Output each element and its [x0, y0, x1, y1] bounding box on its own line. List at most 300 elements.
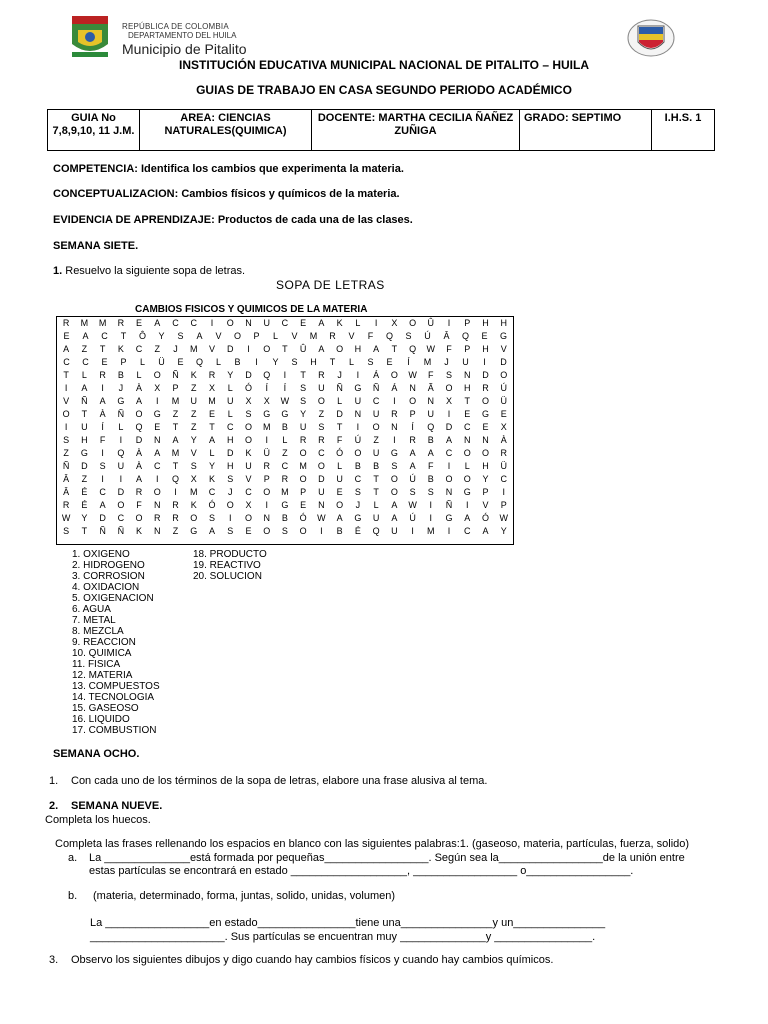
municipality-text: Municipio de Pitalito — [122, 41, 247, 57]
grid-letter: H — [226, 435, 234, 445]
grid-letter: Ã — [427, 383, 434, 393]
grid-letter: O — [299, 448, 307, 458]
grid-letter: I — [502, 487, 505, 497]
grid-letter: N — [245, 318, 252, 328]
grid-letter: M — [208, 396, 216, 406]
grid-letter: E — [245, 526, 252, 536]
exercise-b-words: (materia, determinado, forma, juntas, solido, unidas, volumen) — [93, 890, 396, 902]
grid-row — [57, 382, 513, 395]
grid-letter: R — [500, 448, 507, 458]
grid-letter: C — [82, 357, 89, 367]
grid-letter: N — [482, 435, 489, 445]
grid-letter: X — [154, 383, 161, 393]
grid-letter: U — [117, 461, 125, 471]
grid-letter: O — [445, 474, 453, 484]
grid-letter: P — [464, 344, 471, 354]
word-list-item: 18. PRODUCTO — [193, 549, 267, 560]
grid-letter: A — [136, 396, 143, 406]
grid-letter: O — [482, 448, 490, 458]
info-table — [47, 109, 715, 151]
grid-letter: U — [245, 461, 252, 471]
grid-letter: S — [227, 526, 234, 536]
grid-letter: Y — [272, 357, 279, 367]
exercise-a-line2: estas partículas se encontrará en estado ___________________, _________________ o_________________. — [89, 865, 634, 877]
grid-letter: O — [390, 487, 398, 497]
grid-letter: R — [409, 435, 416, 445]
grid-letter: U — [372, 448, 380, 458]
word-list-item: 5. OXIGENACION — [72, 593, 154, 604]
grid-letter: D — [135, 435, 143, 445]
grid-row — [57, 369, 513, 382]
grid-row — [57, 473, 513, 486]
grid-letter: O — [62, 409, 70, 419]
grid-letter: S — [281, 526, 288, 536]
grid-letter: À — [136, 448, 143, 458]
grid-letter: L — [227, 383, 233, 393]
grid-letter: B — [373, 461, 380, 471]
grid-letter: U — [81, 422, 88, 432]
grid-letter: F — [99, 435, 106, 445]
grid-letter: H — [81, 435, 88, 445]
grid-letter: A — [409, 461, 416, 471]
grid-letter: Â — [63, 487, 70, 497]
completa-huecos-text: Completa los huecos. — [45, 814, 151, 826]
grid-letter: Z — [81, 344, 88, 354]
grid-letter: Y — [81, 513, 88, 523]
semana-siete-heading: SEMANA SIETE. — [53, 240, 139, 252]
grid-letter: I — [393, 396, 396, 406]
grid-letter: A — [318, 344, 325, 354]
grid-letter: H — [500, 318, 507, 328]
grid-letter: Ó — [482, 513, 490, 523]
grid-letter: I — [283, 370, 287, 380]
grid-letter: O — [372, 422, 380, 432]
grid-letter: E — [482, 422, 489, 432]
grid-letter: Y — [500, 526, 507, 536]
grid-letter: N — [154, 526, 161, 536]
grid-letter: N — [445, 487, 453, 497]
grid-letter: T — [63, 370, 69, 380]
question-1 — [53, 265, 245, 277]
institution-shield-icon — [626, 18, 676, 58]
grid-letter: D — [445, 422, 453, 432]
grid-letter: N — [427, 396, 435, 406]
republic-text: REPÚBLICA DE COLOMBIA — [122, 22, 229, 31]
grid-letter: I — [265, 500, 268, 510]
grid-letter: R — [208, 370, 216, 380]
conceptualizacion-text: CONCEPTUALIZACION: Cambios físicos y químicos de la materia. — [53, 188, 400, 200]
grid-letter: T — [336, 422, 343, 432]
grid-letter: N — [154, 435, 161, 445]
grid-letter: V — [482, 500, 489, 510]
grid-row — [57, 317, 513, 330]
grid-letter: N — [391, 422, 398, 432]
grid-letter: F — [336, 435, 343, 445]
grid-letter: X — [500, 422, 507, 432]
grid-letter: S — [367, 357, 374, 367]
evidencia-text: EVIDENCIA DE APRENDIZAJE: Productos de cada una de las clases. — [53, 214, 413, 226]
grid-letter: R — [281, 474, 289, 484]
grid-letter: K — [190, 370, 197, 380]
grid-letter: À — [500, 435, 507, 445]
grid-letter: H — [310, 357, 317, 367]
grid-letter: L — [118, 422, 124, 432]
grid-letter: M — [262, 422, 271, 432]
grid-letter: A — [154, 448, 161, 458]
grid-letter: C — [172, 318, 179, 328]
grid-letter: O — [336, 344, 344, 354]
grid-letter: U — [354, 396, 362, 406]
grid-row — [57, 447, 513, 460]
grid-letter: D — [318, 474, 325, 484]
grid-letter: U — [299, 422, 307, 432]
grid-letter: C — [226, 422, 234, 432]
grid-letter: D — [226, 448, 234, 458]
grid-letter: O — [233, 331, 241, 341]
grid-letter: A — [373, 344, 380, 354]
grid-letter: O — [190, 513, 198, 523]
grid-letter: Q — [427, 422, 435, 432]
grid-letter: V — [291, 331, 298, 341]
docente-cell: DOCENTE: MARTHA CECILIA ÑAÑEZ ZUÑIGA — [312, 110, 520, 151]
item-1 — [49, 775, 488, 787]
area-cell: AREA: CIENCIAS NATURALES(QUIMICA) — [140, 110, 312, 151]
grid-letter: G — [354, 513, 362, 523]
grid-letter: G — [190, 526, 198, 536]
exercise-b-lines — [90, 916, 605, 944]
grid-letter: É — [81, 500, 88, 510]
grid-letter: J — [227, 487, 233, 497]
grid-letter: M — [80, 318, 89, 328]
grid-letter: W — [408, 370, 417, 380]
grid-letter: D — [245, 370, 252, 380]
exercise-b-label: b. — [68, 890, 78, 902]
grid-letter: O — [153, 487, 161, 497]
grid-letter: C — [281, 318, 289, 328]
grid-letter: H — [464, 383, 471, 393]
grid-letter: K — [208, 474, 215, 484]
grid-letter: G — [281, 500, 289, 510]
grid-letter: Z — [318, 409, 325, 419]
grid-letter: L — [81, 370, 87, 380]
grid-letter: É — [354, 526, 361, 536]
grado-cell: GRADO: SEPTIMO — [520, 110, 652, 151]
grid-letter: À — [136, 383, 143, 393]
grid-letter: É — [81, 487, 88, 497]
grid-letter: M — [281, 487, 289, 497]
grid-letter: K — [190, 500, 197, 510]
sopa-title: SOPA DE LETRAS — [276, 278, 385, 292]
grid-letter: I — [64, 383, 68, 393]
grid-letter: O — [135, 513, 143, 523]
grid-letter: I — [255, 357, 258, 367]
grid-letter: A — [409, 448, 416, 458]
grid-letter: I — [119, 435, 123, 445]
grid-letter: A — [208, 526, 215, 536]
grid-letter: Í — [411, 422, 414, 432]
grid-letter: Ü — [263, 448, 270, 458]
word-list-item: 2. HIDROGENO — [72, 560, 145, 571]
grid-letter: A — [427, 448, 434, 458]
grid-letter: O — [244, 422, 252, 432]
grid-letter: K — [245, 448, 252, 458]
exercise-b-line1: La _________________en estado________________tiene una_______________y un_______________ — [90, 917, 606, 929]
grid-letter: A — [136, 474, 143, 484]
word-list-item: 19. REACTIVO — [193, 560, 261, 571]
grid-letter: E — [336, 487, 343, 497]
grid-letter: U — [226, 396, 234, 406]
grid-letter: O — [354, 448, 362, 458]
grid-letter: A — [82, 331, 89, 341]
grid-letter: R — [318, 435, 325, 445]
grid-letter: E — [101, 357, 108, 367]
grid-letter: C — [500, 474, 507, 484]
grid-letter: U — [336, 474, 343, 484]
grid-letter: G — [153, 409, 161, 419]
word-list-item: 9. REACCION — [72, 637, 136, 648]
grid-letter: J — [173, 344, 178, 354]
grid-letter: Z — [373, 435, 379, 445]
grid-letter: O — [299, 474, 307, 484]
grid-letter: I — [265, 435, 268, 445]
grid-letter: D — [81, 461, 88, 471]
grid-letter: I — [447, 409, 451, 419]
grid-letter: N — [154, 500, 161, 510]
grid-letter: T — [99, 344, 106, 354]
grid-letter: N — [354, 409, 362, 419]
grid-letter: C — [318, 448, 325, 458]
grid-letter: J — [337, 370, 342, 380]
grid-letter: R — [482, 383, 489, 393]
grid-letter: H — [482, 318, 489, 328]
grid-letter: O — [317, 396, 325, 406]
grid-letter: S — [177, 331, 184, 341]
grid-letter: H — [482, 461, 489, 471]
grid-letter: K — [336, 318, 343, 328]
grid-letter: U — [462, 357, 469, 367]
grid-letter: Q — [263, 370, 271, 380]
grid-letter: Y — [300, 409, 307, 419]
grid-letter: Â — [63, 474, 70, 484]
grid-letter: À — [136, 461, 143, 471]
grid-letter: D — [99, 513, 106, 523]
grid-letter: R — [99, 370, 106, 380]
grid-letter: L — [464, 461, 470, 471]
grid-letter: L — [215, 357, 221, 367]
municipio-pitalito-logo — [70, 16, 114, 58]
grid-letter: R — [172, 500, 179, 510]
grid-letter: O — [299, 526, 307, 536]
grid-letter: S — [190, 461, 197, 471]
grid-row — [57, 499, 513, 512]
grid-letter: A — [99, 396, 106, 406]
grid-letter: R — [329, 331, 336, 341]
grid-letter: M — [171, 396, 180, 406]
grid-letter: R — [62, 318, 70, 328]
grid-letter: T — [329, 357, 336, 367]
grid-letter: F — [428, 370, 434, 380]
grid-letter: V — [500, 344, 507, 354]
grid-letter: H — [226, 461, 234, 471]
word-list-item: 4. OXIDACION — [72, 582, 140, 593]
grid-letter: I — [429, 500, 433, 510]
grid-letter: A — [336, 513, 343, 523]
grid-letter: R — [391, 409, 398, 419]
grid-letter: S — [409, 487, 416, 497]
grid-letter: F — [428, 461, 434, 471]
grid-letter: Y — [208, 461, 215, 471]
grid-letter: W — [499, 513, 508, 523]
word-list-b — [193, 549, 267, 582]
grid-letter: C — [154, 461, 161, 471]
grid-title: CAMBIOS FISICOS Y QUIMICOS DE LA MATERIA — [135, 304, 368, 315]
item-1-number: 1. — [49, 775, 59, 787]
grid-row — [57, 434, 513, 447]
grid-letter: E — [300, 500, 307, 510]
grid-letter: G — [117, 396, 125, 406]
grid-letter: T — [120, 331, 127, 341]
grid-letter: Ú — [409, 474, 416, 484]
grid-letter: R — [263, 461, 270, 471]
grid-letter: C — [63, 357, 70, 367]
grid-row — [57, 395, 513, 408]
logo-text — [122, 22, 247, 57]
grid-letter: O — [226, 318, 234, 328]
grid-letter: A — [172, 435, 179, 445]
grid-letter: Ú — [354, 435, 362, 445]
grid-letter: Ñ — [117, 526, 125, 536]
grid-letter: I — [429, 513, 433, 523]
grid-letter: O — [336, 500, 344, 510]
word-list-item: 10. QUIMICA — [72, 648, 132, 659]
grid-letter: V — [63, 396, 70, 406]
grid-row — [57, 512, 513, 525]
exercise-b-line2: ______________________. Sus partículas se encuentran muy ______________y ________________. — [90, 931, 596, 943]
grid-letter: L — [337, 396, 343, 406]
grid-letter: C — [445, 448, 453, 458]
grid-letter: E — [63, 331, 70, 341]
grid-letter: R — [135, 487, 143, 497]
grid-letter: D — [336, 409, 343, 419]
grid-letter: M — [171, 448, 180, 458]
grid-letter: O — [409, 396, 417, 406]
grid-letter: O — [226, 500, 234, 510]
grid-letter: Ñ — [372, 383, 380, 393]
grid-letter: R — [117, 318, 125, 328]
grid-letter: A — [391, 500, 398, 510]
grid-letter: A — [154, 318, 161, 328]
grid-letter: T — [282, 344, 288, 354]
grid-letter: M — [190, 344, 198, 354]
grid-letter: C — [372, 396, 380, 406]
grid-letter: Z — [172, 526, 179, 536]
grid-letter: Í — [407, 357, 410, 367]
semana-nueve-number: 2. — [49, 800, 59, 812]
grid-letter: B — [234, 357, 241, 367]
grid-letter: I — [156, 396, 159, 406]
grid-row — [57, 343, 513, 356]
grid-letter: S — [291, 357, 298, 367]
grid-letter: O — [263, 487, 271, 497]
grid-letter: I — [447, 526, 451, 536]
word-list-item: 20. SOLUCION — [193, 571, 262, 582]
grid-letter: Z — [63, 448, 69, 458]
grid-letter: Z — [81, 474, 88, 484]
grid-letter: Z — [191, 409, 197, 419]
grid-letter: Z — [282, 448, 288, 458]
grid-letter: C — [101, 331, 108, 341]
grid-letter: À — [99, 409, 106, 419]
grid-letter: O — [153, 370, 161, 380]
grid-letter: S — [300, 396, 307, 406]
grid-letter: Á — [391, 383, 398, 393]
grid-letter: V — [348, 331, 355, 341]
grid-letter: S — [354, 487, 361, 497]
grid-letter: G — [390, 448, 398, 458]
grid-letter: L — [139, 357, 145, 367]
grid-letter: Q — [385, 331, 393, 341]
grid-letter: K — [117, 344, 124, 354]
grid-letter: P — [409, 409, 416, 419]
grid-letter: C — [464, 422, 471, 432]
grid-letter: C — [208, 487, 216, 497]
grid-letter: G — [445, 513, 453, 523]
word-list-item: 12. MATERIA — [72, 670, 133, 681]
grid-letter: E — [300, 318, 307, 328]
word-list-item: 3. CORROSION — [72, 571, 145, 582]
grid-letter: V — [190, 448, 197, 458]
grid-letter: L — [209, 448, 215, 458]
word-list-item: 11. FISICA — [72, 659, 121, 670]
grid-letter: L — [282, 435, 288, 445]
grid-letter: G — [499, 331, 507, 341]
grid-row — [57, 421, 513, 434]
grid-letter: Ü — [158, 357, 165, 367]
grid-letter: L — [348, 357, 354, 367]
grid-letter: B — [427, 474, 434, 484]
grid-letter: Q — [195, 357, 203, 367]
grid-letter: Ñ — [445, 500, 453, 510]
grid-row — [57, 525, 513, 538]
grid-letter: I — [356, 422, 360, 432]
grid-letter: Q — [409, 344, 417, 354]
grid-letter: O — [244, 435, 252, 445]
grid-letter: Ñ — [172, 370, 179, 380]
grid-letter: A — [208, 435, 215, 445]
grid-letter: O — [409, 318, 417, 328]
grid-letter: V — [208, 344, 215, 354]
guide-title: GUIAS DE TRABAJO EN CASA SEGUNDO PERIODO ACADÉMICO — [196, 83, 572, 97]
grid-letter: Y — [190, 435, 197, 445]
grid-letter: J — [444, 357, 449, 367]
grid-letter: I — [374, 318, 378, 328]
grid-letter: I — [64, 422, 68, 432]
grid-letter: E — [154, 422, 161, 432]
grid-letter: S — [405, 331, 412, 341]
grid-letter: O — [463, 474, 471, 484]
grid-letter: T — [172, 422, 179, 432]
grid-letter: R — [318, 370, 325, 380]
grid-letter: Ó — [336, 448, 344, 458]
grid-letter: A — [464, 513, 471, 523]
grid-letter: Í — [283, 383, 287, 393]
word-list-item: 7. METAL — [72, 615, 116, 626]
competencia-text: COMPETENCIA: Identifica los cambios que experimenta la materia. — [53, 163, 404, 175]
semana-ocho-heading: SEMANA OCHO. — [53, 748, 140, 760]
grid-letter: T — [373, 474, 379, 484]
grid-letter: E — [208, 409, 215, 419]
exercise-b — [68, 890, 396, 902]
